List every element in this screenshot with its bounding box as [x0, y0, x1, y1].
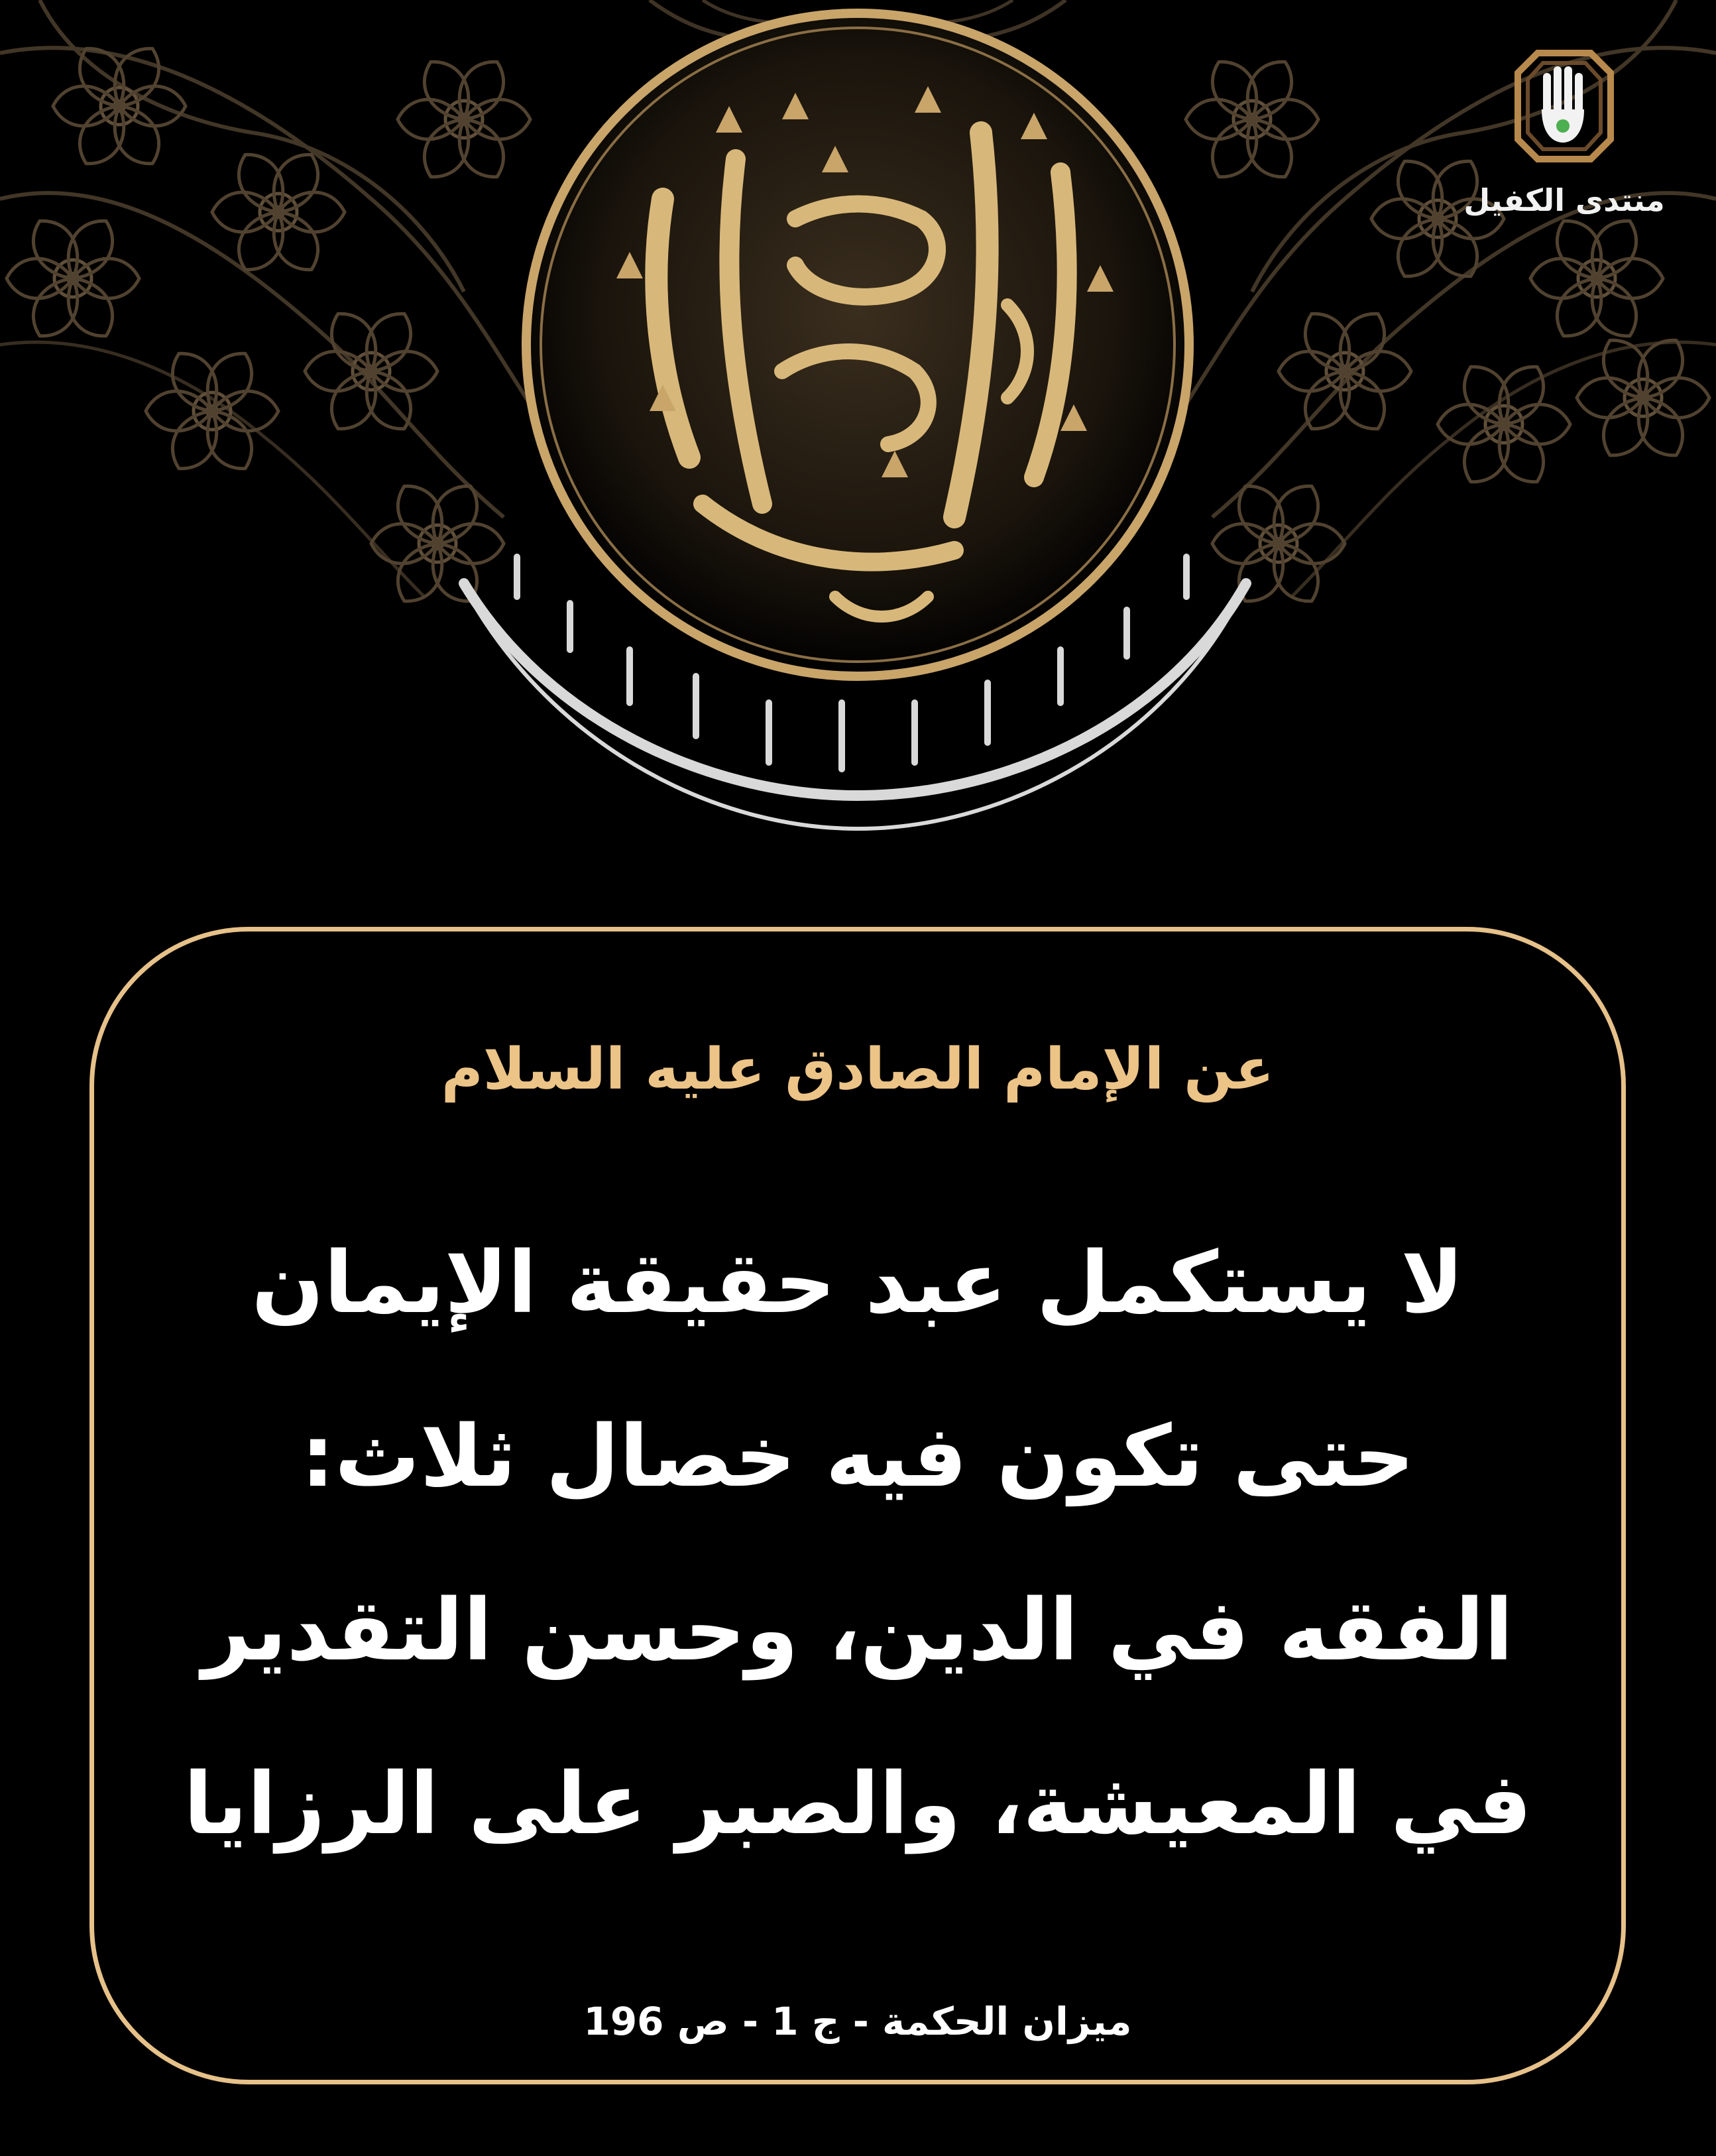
quote-attribution: عن الإمام الصادق عليه السلام — [441, 1036, 1275, 1103]
quote-source: ميزان الحكمة - ج 1 - ص 196 — [583, 1999, 1132, 2044]
quote-line-3: الفقه في الدين، وحسن التقدير — [201, 1581, 1514, 1680]
quote-text — [147, 1197, 1568, 1891]
calligraphy-medallion-icon — [526, 13, 1189, 676]
hand-emblem-icon — [1438, 46, 1690, 179]
logo — [1438, 46, 1690, 239]
arabesque-left — [0, 0, 570, 611]
quote-line-1: لا يستكمل عبد حقيقة الإيمان — [251, 1234, 1464, 1333]
logo-caption: منتدى الكفيل — [1463, 182, 1665, 218]
quote-line-2: حتى تكون فيه خصال ثلاث: — [300, 1407, 1415, 1506]
quote-line-4: في المعيشة، والصبر على الرزايا — [183, 1755, 1532, 1854]
quote-card — [89, 927, 1626, 2084]
